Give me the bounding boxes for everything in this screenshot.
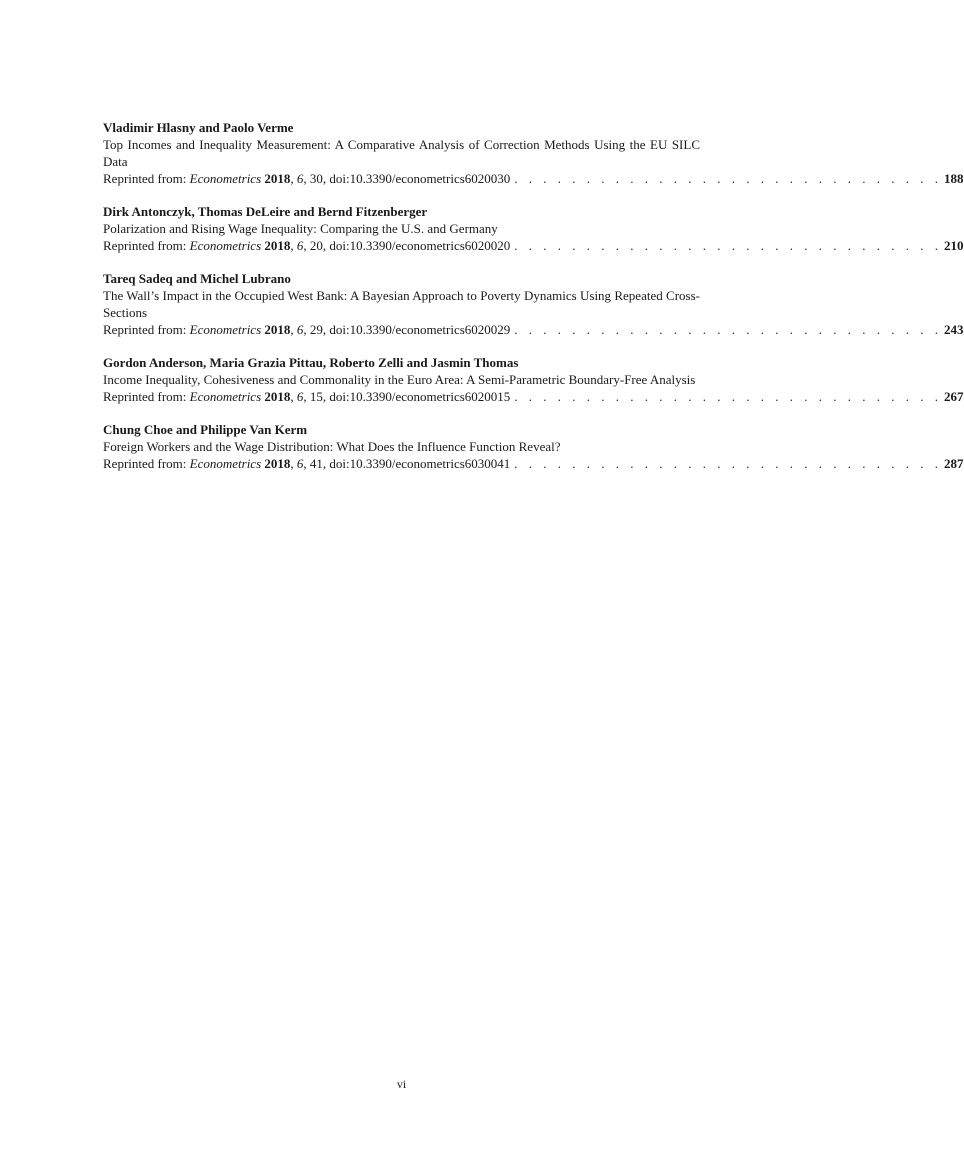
- citation-rest: , 20, doi:10.3390/econometrics6020020: [303, 238, 511, 253]
- journal-name: Econometrics: [189, 456, 262, 471]
- entry-page-number[interactable]: 267: [944, 389, 964, 404]
- citation-separator: ,: [290, 322, 297, 337]
- entry-title[interactable]: Polarization and Rising Wage Inequality: Comparing the U.S. and Germany: [103, 221, 498, 236]
- journal-year: 2018: [264, 322, 291, 337]
- toc-entry: [103, 119, 964, 187]
- citation-rest: , 29, doi:10.3390/econometrics6020029: [303, 322, 511, 337]
- toc-entry: [103, 270, 964, 338]
- entry-authors: Gordon Anderson, Maria Grazia Pittau, Roberto Zelli and Jasmin Thomas: [103, 355, 519, 370]
- entry-page-number[interactable]: 287: [944, 456, 964, 471]
- journal-name: Econometrics: [189, 238, 262, 253]
- journal-year: 2018: [264, 389, 291, 404]
- entry-authors: Dirk Antonczyk, Thomas DeLeire and Bernd Fitzenberger: [103, 204, 428, 219]
- journal-volume: 6: [296, 171, 304, 186]
- citation-rest: , 30, doi:10.3390/econometrics6020030: [303, 171, 511, 186]
- journal-year: 2018: [264, 171, 291, 186]
- dot-leader: . . . . . . . . . . . . . . . . . . . . . . . . . . . . . .: [514, 322, 943, 337]
- entry-title[interactable]: Top Incomes and Inequality Measurement: A Comparative Analysis of Correction Methods Using the EU SILC Data: [103, 137, 700, 169]
- toc-entry: [103, 354, 964, 405]
- reprint-prefix: Reprinted from:: [103, 322, 190, 337]
- reprint-citation: [103, 455, 510, 472]
- table-of-contents: [103, 119, 964, 488]
- reprint-prefix: Reprinted from:: [103, 389, 190, 404]
- journal-name: Econometrics: [189, 322, 262, 337]
- entry-reprint-line: [103, 237, 964, 254]
- reprint-prefix: Reprinted from:: [103, 456, 190, 471]
- reprint-prefix: Reprinted from:: [103, 238, 190, 253]
- journal-name: Econometrics: [189, 389, 262, 404]
- citation-rest: , 15, doi:10.3390/econometrics6020015: [303, 389, 511, 404]
- citation-separator: ,: [290, 389, 297, 404]
- entry-title[interactable]: The Wall’s Impact in the Occupied West Bank: A Bayesian Approach to Poverty Dynamics Using Repeated Cross-Sections: [103, 288, 700, 320]
- entry-title[interactable]: Foreign Workers and the Wage Distribution: What Does the Influence Function Reveal?: [103, 439, 561, 454]
- reprint-citation: [103, 170, 510, 187]
- dot-leader: . . . . . . . . . . . . . . . . . . . . . . . . . . . . . .: [514, 389, 943, 404]
- dot-leader: . . . . . . . . . . . . . . . . . . . . . . . . . . . . . .: [514, 238, 943, 253]
- dot-leader: . . . . . . . . . . . . . . . . . . . . . . . . . . . . . .: [514, 171, 943, 186]
- dot-leader: . . . . . . . . . . . . . . . . . . . . . . . . . . . . . .: [514, 456, 943, 471]
- entry-reprint-line: [103, 455, 964, 472]
- citation-separator: ,: [290, 171, 297, 186]
- reprint-citation: [103, 388, 510, 405]
- journal-volume: 6: [296, 389, 304, 404]
- journal-name: Econometrics: [189, 171, 262, 186]
- reprint-prefix: Reprinted from:: [103, 171, 190, 186]
- toc-entry: [103, 421, 964, 472]
- page-number-footer: vi: [396, 1077, 407, 1091]
- entry-reprint-line: [103, 321, 964, 338]
- reprint-citation: [103, 321, 510, 338]
- entry-page-number[interactable]: 188: [944, 171, 964, 186]
- entry-authors: Vladimir Hlasny and Paolo Verme: [103, 120, 294, 135]
- entry-page-number[interactable]: 210: [944, 238, 964, 253]
- entry-reprint-line: [103, 170, 964, 187]
- entry-title[interactable]: Income Inequality, Cohesiveness and Commonality in the Euro Area: A Semi-Parametric Boundary-Free Analysis: [103, 372, 696, 387]
- journal-volume: 6: [296, 322, 304, 337]
- journal-year: 2018: [264, 238, 291, 253]
- entry-authors: Chung Choe and Philippe Van Kerm: [103, 422, 308, 437]
- entry-authors: Tareq Sadeq and Michel Lubrano: [103, 271, 291, 286]
- reprint-citation: [103, 237, 510, 254]
- toc-entry: [103, 203, 964, 254]
- citation-rest: , 41, doi:10.3390/econometrics6030041: [303, 456, 511, 471]
- journal-volume: 6: [296, 238, 304, 253]
- citation-separator: ,: [290, 456, 297, 471]
- entry-reprint-line: [103, 388, 964, 405]
- citation-separator: ,: [290, 238, 297, 253]
- entry-page-number[interactable]: 243: [944, 322, 964, 337]
- journal-year: 2018: [264, 456, 291, 471]
- journal-volume: 6: [296, 456, 304, 471]
